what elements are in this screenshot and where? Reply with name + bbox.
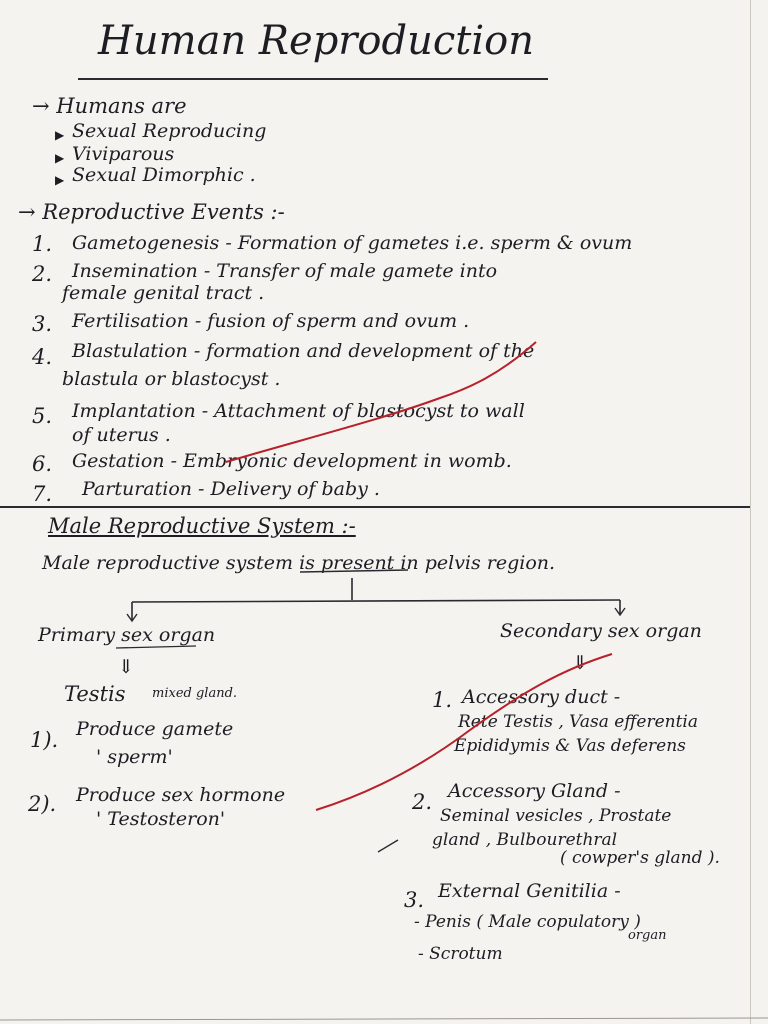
event-number: 4. [32, 345, 53, 369]
secondary-item-line: Epididymis & Vas deferens [454, 736, 686, 756]
event-line: Fertilisation - fusion of sperm and ovum . [72, 310, 470, 332]
primary-point-cont: ' sperm' [96, 746, 173, 768]
event-number: 6. [32, 452, 53, 476]
page-edge [0, 1018, 768, 1020]
ink-underline [116, 646, 196, 648]
events-heading: → Reproductive Events :- [18, 200, 285, 224]
secondary-item-head: Accessory Gland - [448, 780, 621, 802]
event-line: Gametogenesis - Formation of gametes i.e. sperm & ovum [72, 232, 633, 254]
down-arrow-icon: ⇓ [572, 652, 588, 674]
secondary-item-head: External Genitilia - [438, 880, 621, 902]
bullet-icon: ▶ [55, 151, 65, 165]
intro-bullet: Sexual Reproducing [72, 120, 267, 142]
event-line-cont: blastula or blastocyst . [62, 368, 281, 390]
secondary-item-number: 1. [432, 688, 453, 712]
secondary-item-line: - Penis ( Male copulatory ) [414, 912, 641, 932]
secondary-item-line: Rete Testis , Vasa efferentia [458, 712, 698, 732]
secondary-item-note: organ [628, 928, 667, 943]
event-number: 5. [32, 404, 53, 428]
event-number: 3. [32, 312, 53, 336]
intro-bullet: Sexual Dimorphic . [72, 164, 256, 186]
page-title: Human Reproduction [98, 18, 534, 64]
primary-point-cont: ' Testosteron' [96, 808, 226, 830]
primary-point: Produce gamete [76, 718, 234, 740]
male-intro: Male reproductive system is present in pelvis region. [42, 552, 556, 574]
bullet-icon: ▶ [55, 173, 65, 187]
primary-point-number: 1). [30, 728, 59, 752]
secondary-organ-label: Secondary sex organ [500, 620, 702, 642]
intro-heading: → Humans are [32, 94, 187, 118]
event-line: Blastulation - formation and development of the [72, 340, 535, 362]
down-arrow-icon: ⇓ [118, 656, 134, 678]
event-line-cont: female genital tract . [62, 282, 265, 304]
secondary-item-number: 2. [412, 790, 433, 814]
primary-point-number: 2). [28, 792, 57, 816]
tree-branch [132, 600, 620, 602]
event-line-cont: of uterus . [72, 424, 171, 446]
intro-bullet: Viviparous [72, 143, 175, 165]
event-line: Insemination - Transfer of male gamete into [72, 260, 498, 282]
testis-note: mixed gland. [152, 686, 238, 701]
secondary-item-number: 3. [404, 888, 425, 912]
event-line: Implantation - Attachment of blastocyst to wall [72, 400, 525, 422]
red-pen-stroke [226, 342, 536, 462]
male-heading: Male Reproductive System :- [48, 514, 356, 538]
secondary-item-line: ( cowper's gland ). [560, 848, 720, 868]
secondary-item-head: Accessory duct - [462, 686, 621, 708]
event-number: 1. [32, 232, 53, 256]
secondary-item-line: - Scrotum [418, 944, 503, 964]
ink-tick [378, 840, 398, 852]
red-pen-stroke [316, 654, 612, 810]
secondary-item-line: gland , Bulbourethral [432, 830, 618, 850]
testis-label: Testis [64, 682, 126, 706]
event-line: Parturation - Delivery of baby . [82, 478, 380, 500]
primary-point: Produce sex hormone [76, 784, 286, 806]
event-number: 2. [32, 262, 53, 286]
ink-underline [300, 570, 408, 572]
primary-organ-label: Primary sex organ [38, 624, 216, 646]
event-line: Gestation - Embryonic development in womb. [72, 450, 512, 472]
event-number: 7. [32, 482, 53, 506]
bullet-icon: ▶ [55, 128, 65, 142]
secondary-item-line: Seminal vesicles , Prostate [440, 806, 672, 826]
